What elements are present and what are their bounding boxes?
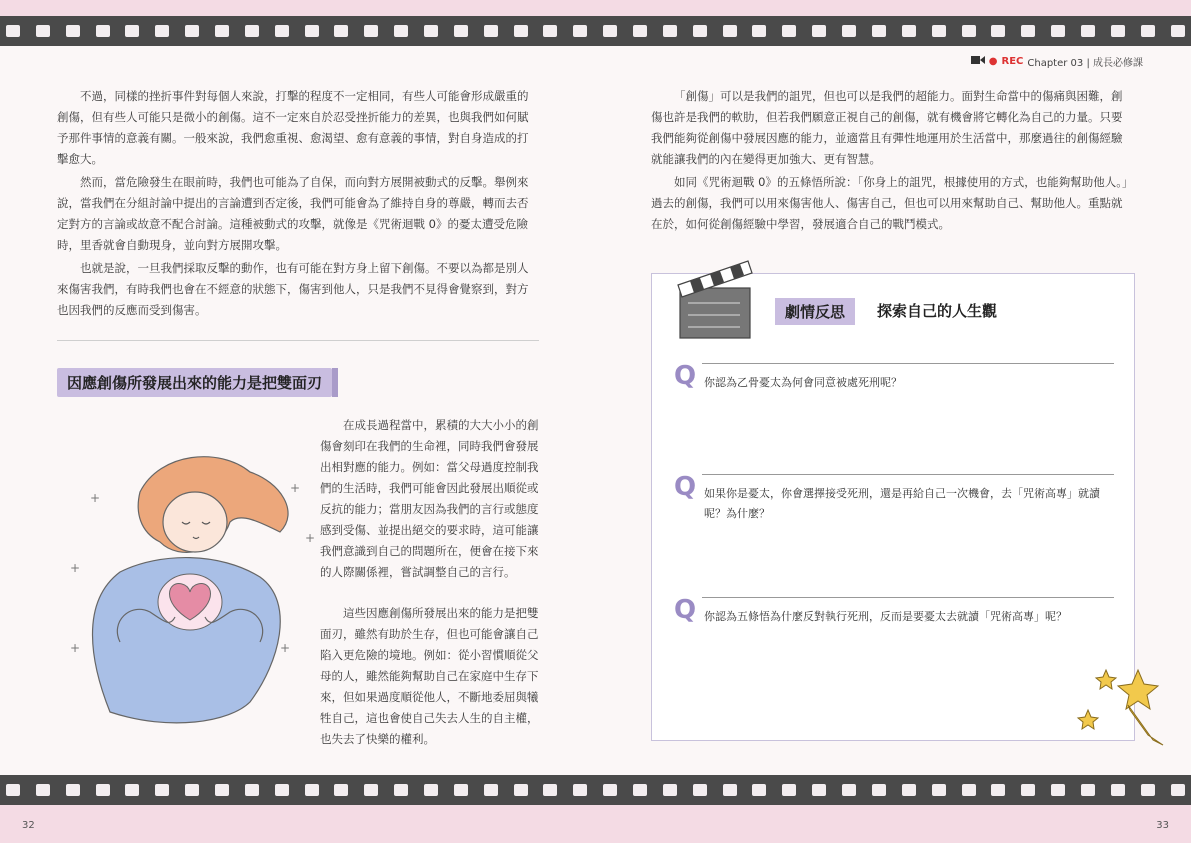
film-hole xyxy=(6,25,20,37)
film-hole xyxy=(424,25,438,37)
film-hole xyxy=(66,25,80,37)
film-hole xyxy=(484,784,498,796)
film-hole xyxy=(991,25,1005,37)
film-hole xyxy=(663,784,677,796)
heart-character-illustration xyxy=(50,412,320,732)
film-hole xyxy=(305,784,319,796)
film-hole xyxy=(364,25,378,37)
film-hole xyxy=(573,25,587,37)
film-hole xyxy=(1051,784,1065,796)
film-hole xyxy=(1171,784,1185,796)
film-hole xyxy=(96,25,110,37)
svg-text:+: + xyxy=(70,641,81,655)
film-hole xyxy=(514,25,528,37)
film-hole xyxy=(334,784,348,796)
film-hole xyxy=(1111,25,1125,37)
film-hole xyxy=(1141,25,1155,37)
film-hole xyxy=(782,25,796,37)
film-hole xyxy=(603,25,617,37)
svg-text:+: + xyxy=(290,481,301,495)
clapperboard-icon xyxy=(670,243,760,343)
film-hole xyxy=(872,784,886,796)
film-hole xyxy=(1081,25,1095,37)
film-hole xyxy=(96,784,110,796)
section-divider xyxy=(57,340,539,341)
film-hole xyxy=(543,25,557,37)
film-hole xyxy=(215,25,229,37)
film-hole xyxy=(245,25,259,37)
reflection-title: 探索自己的人生觀 xyxy=(877,302,998,320)
film-hole xyxy=(991,784,1005,796)
film-hole xyxy=(125,25,139,37)
svg-text:+: + xyxy=(70,561,81,575)
film-hole xyxy=(155,25,169,37)
film-hole xyxy=(1141,784,1155,796)
film-hole xyxy=(693,784,707,796)
film-hole xyxy=(125,784,139,796)
left-paragraph-2: 然而，當危險發生在眼前時，我們也可能為了自保，而向對方展開被動式的反擊。舉例來說，當我們在分組討論中提出的言論遭到否定後，我們可能會為了維持自身的尊嚴，轉而去否定對方的言論或故意不配合討論。這種被動式的攻擊，就像是《咒術迴戰 0》的憂太遭受危險時，里香就會自動現身，並向對方展開攻擊。 xyxy=(57,175,529,252)
film-hole xyxy=(872,25,886,37)
film-hole xyxy=(245,784,259,796)
film-hole xyxy=(932,784,946,796)
film-hole xyxy=(185,25,199,37)
film-hole xyxy=(782,784,796,796)
film-hole xyxy=(305,25,319,37)
q-mark-icon: Q xyxy=(674,595,697,625)
film-hole xyxy=(663,25,677,37)
question-text: 你認為五條悟為什麼反對執行死刑，反而是要憂太去就讀「咒術高專」呢？ xyxy=(704,610,1067,623)
shooting-stars-icon xyxy=(1068,660,1168,750)
film-hole xyxy=(36,25,50,37)
film-hole xyxy=(842,784,856,796)
rec-label: REC xyxy=(1001,56,1024,67)
question-text: 你認為乙骨憂太為何會同意被處死刑呢？ xyxy=(704,376,902,389)
svg-text:+: + xyxy=(90,491,101,505)
film-hole xyxy=(812,784,826,796)
film-hole xyxy=(962,25,976,37)
film-hole xyxy=(633,25,647,37)
film-hole xyxy=(275,784,289,796)
film-hole xyxy=(932,25,946,37)
film-hole xyxy=(6,784,20,796)
film-hole xyxy=(394,784,408,796)
film-hole xyxy=(752,25,766,37)
film-hole xyxy=(723,25,737,37)
film-hole xyxy=(185,784,199,796)
film-hole xyxy=(1081,784,1095,796)
reflection-label: 劇情反思 xyxy=(775,298,855,325)
film-hole xyxy=(1111,784,1125,796)
q-mark-icon: Q xyxy=(674,472,697,502)
film-hole xyxy=(514,784,528,796)
right-paragraph-2: 如同《咒術迴戰 0》的五條悟所說：「你身上的詛咒，根據使用的方式，也能夠幫助他人。」過去的創傷，我們可以用來傷害他人、傷害自己，但也可以用來幫助自己、幫助他人。重點就在於，如何從創傷經驗中學習，發展適合自己的戰鬥模式。 xyxy=(651,175,1128,231)
film-hole xyxy=(962,784,976,796)
film-hole xyxy=(1021,25,1035,37)
chapter-header xyxy=(971,54,1143,69)
rec-dot-icon: ● xyxy=(988,56,998,67)
film-hole xyxy=(752,784,766,796)
svg-text:+: + xyxy=(305,531,316,545)
question-text: 如果你是憂太，你會選擇接受死刑，還是再給自己一次機會，去「咒術高專」就讀呢？為什麼？ xyxy=(704,487,1100,520)
film-hole xyxy=(36,784,50,796)
film-hole xyxy=(902,784,916,796)
film-hole xyxy=(812,25,826,37)
answer-line xyxy=(702,363,1114,364)
answer-line xyxy=(702,474,1114,475)
film-hole xyxy=(603,784,617,796)
section-title: 因應創傷所發展出來的能力是把雙面刃 xyxy=(57,368,332,397)
answer-line xyxy=(702,597,1114,598)
page-number-left: 32 xyxy=(22,820,35,831)
film-hole xyxy=(573,784,587,796)
film-hole xyxy=(693,25,707,37)
q-mark-icon: Q xyxy=(674,361,697,391)
film-hole xyxy=(394,25,408,37)
film-hole xyxy=(66,784,80,796)
film-hole xyxy=(454,784,468,796)
film-hole xyxy=(723,784,737,796)
page-number-right: 33 xyxy=(1156,820,1169,831)
film-hole xyxy=(1171,25,1185,37)
left-paragraph-4: 在成長過程當中，累積的大大小小的創傷會刻印在我們的生命裡，同時我們會發展出相對應的能力。例如：當父母過度控制我們的生活時，我們可能會因此發展出順從或反抗的能力；當朋友因為我們的言行或態度感到受傷、並提出絕交的要求時，這可能讓我們意識到自己的問題所在，便會在接下來的人際關係裡，嘗試調整自己的言行。 xyxy=(320,418,539,579)
film-strip-top xyxy=(0,16,1191,46)
camera-icon xyxy=(971,56,985,67)
film-hole xyxy=(902,25,916,37)
film-hole xyxy=(424,784,438,796)
film-hole xyxy=(1051,25,1065,37)
film-hole xyxy=(334,25,348,37)
film-strip-bottom xyxy=(0,775,1191,805)
top-pink-band xyxy=(0,0,1191,16)
left-paragraph-3: 也就是說，一旦我們採取反擊的動作，也有可能在對方身上留下創傷。不要以為都是別人來傷害我們，有時我們也會在不經意的狀態下，傷害到他人，只是我們不見得會覺察到，對方也因我們的反應而受到傷害。 xyxy=(57,261,529,317)
chapter-title: Chapter 03 | 成長必修課 xyxy=(1027,58,1143,69)
left-paragraph-1: 不過，同樣的挫折事件對每個人來說，打擊的程度不一定相同，有些人可能會形成嚴重的創傷，但有些人可能只是微小的創傷。這不一定來自於忍受挫折能力的差異，也與我們如何賦予那件事情的意義有關。一般來說，我們愈重視、愈渴望、愈有意義的事情，對自身造成的打擊愈大。 xyxy=(57,89,529,166)
left-paragraph-5: 這些因應創傷所發展出來的能力是把雙面刃，雖然有助於生存，但也可能會讓自己陷入更危險的境地。例如：從小習慣順從父母的人，雖然能夠幫助自己在家庭中生存下來，但如果過度順從他人，不斷地委屈與犧牲自己，這也會使自己失去人生的自主權，也失去了快樂的權利。 xyxy=(320,606,539,746)
svg-text:+: + xyxy=(280,641,291,655)
film-hole xyxy=(543,784,557,796)
film-hole xyxy=(633,784,647,796)
right-paragraph-1: 「創傷」可以是我們的詛咒，但也可以是我們的超能力。面對生命當中的傷痛與困難，創傷也許是我們的軟肋，但若我們願意正視自己的創傷，就有機會將它轉化為自己的力量。只要我們能夠從創傷中發展因應的能力，並適當且有彈性地運用於生活當中，那麼過往的創傷經驗就能讓我們的內在變得更加強大、更有智慧。 xyxy=(651,89,1123,166)
film-hole xyxy=(275,25,289,37)
film-hole xyxy=(155,784,169,796)
bottom-pink-band xyxy=(0,805,1191,843)
film-hole xyxy=(454,25,468,37)
film-hole xyxy=(364,784,378,796)
film-hole xyxy=(215,784,229,796)
film-hole xyxy=(1021,784,1035,796)
film-hole xyxy=(842,25,856,37)
film-hole xyxy=(484,25,498,37)
